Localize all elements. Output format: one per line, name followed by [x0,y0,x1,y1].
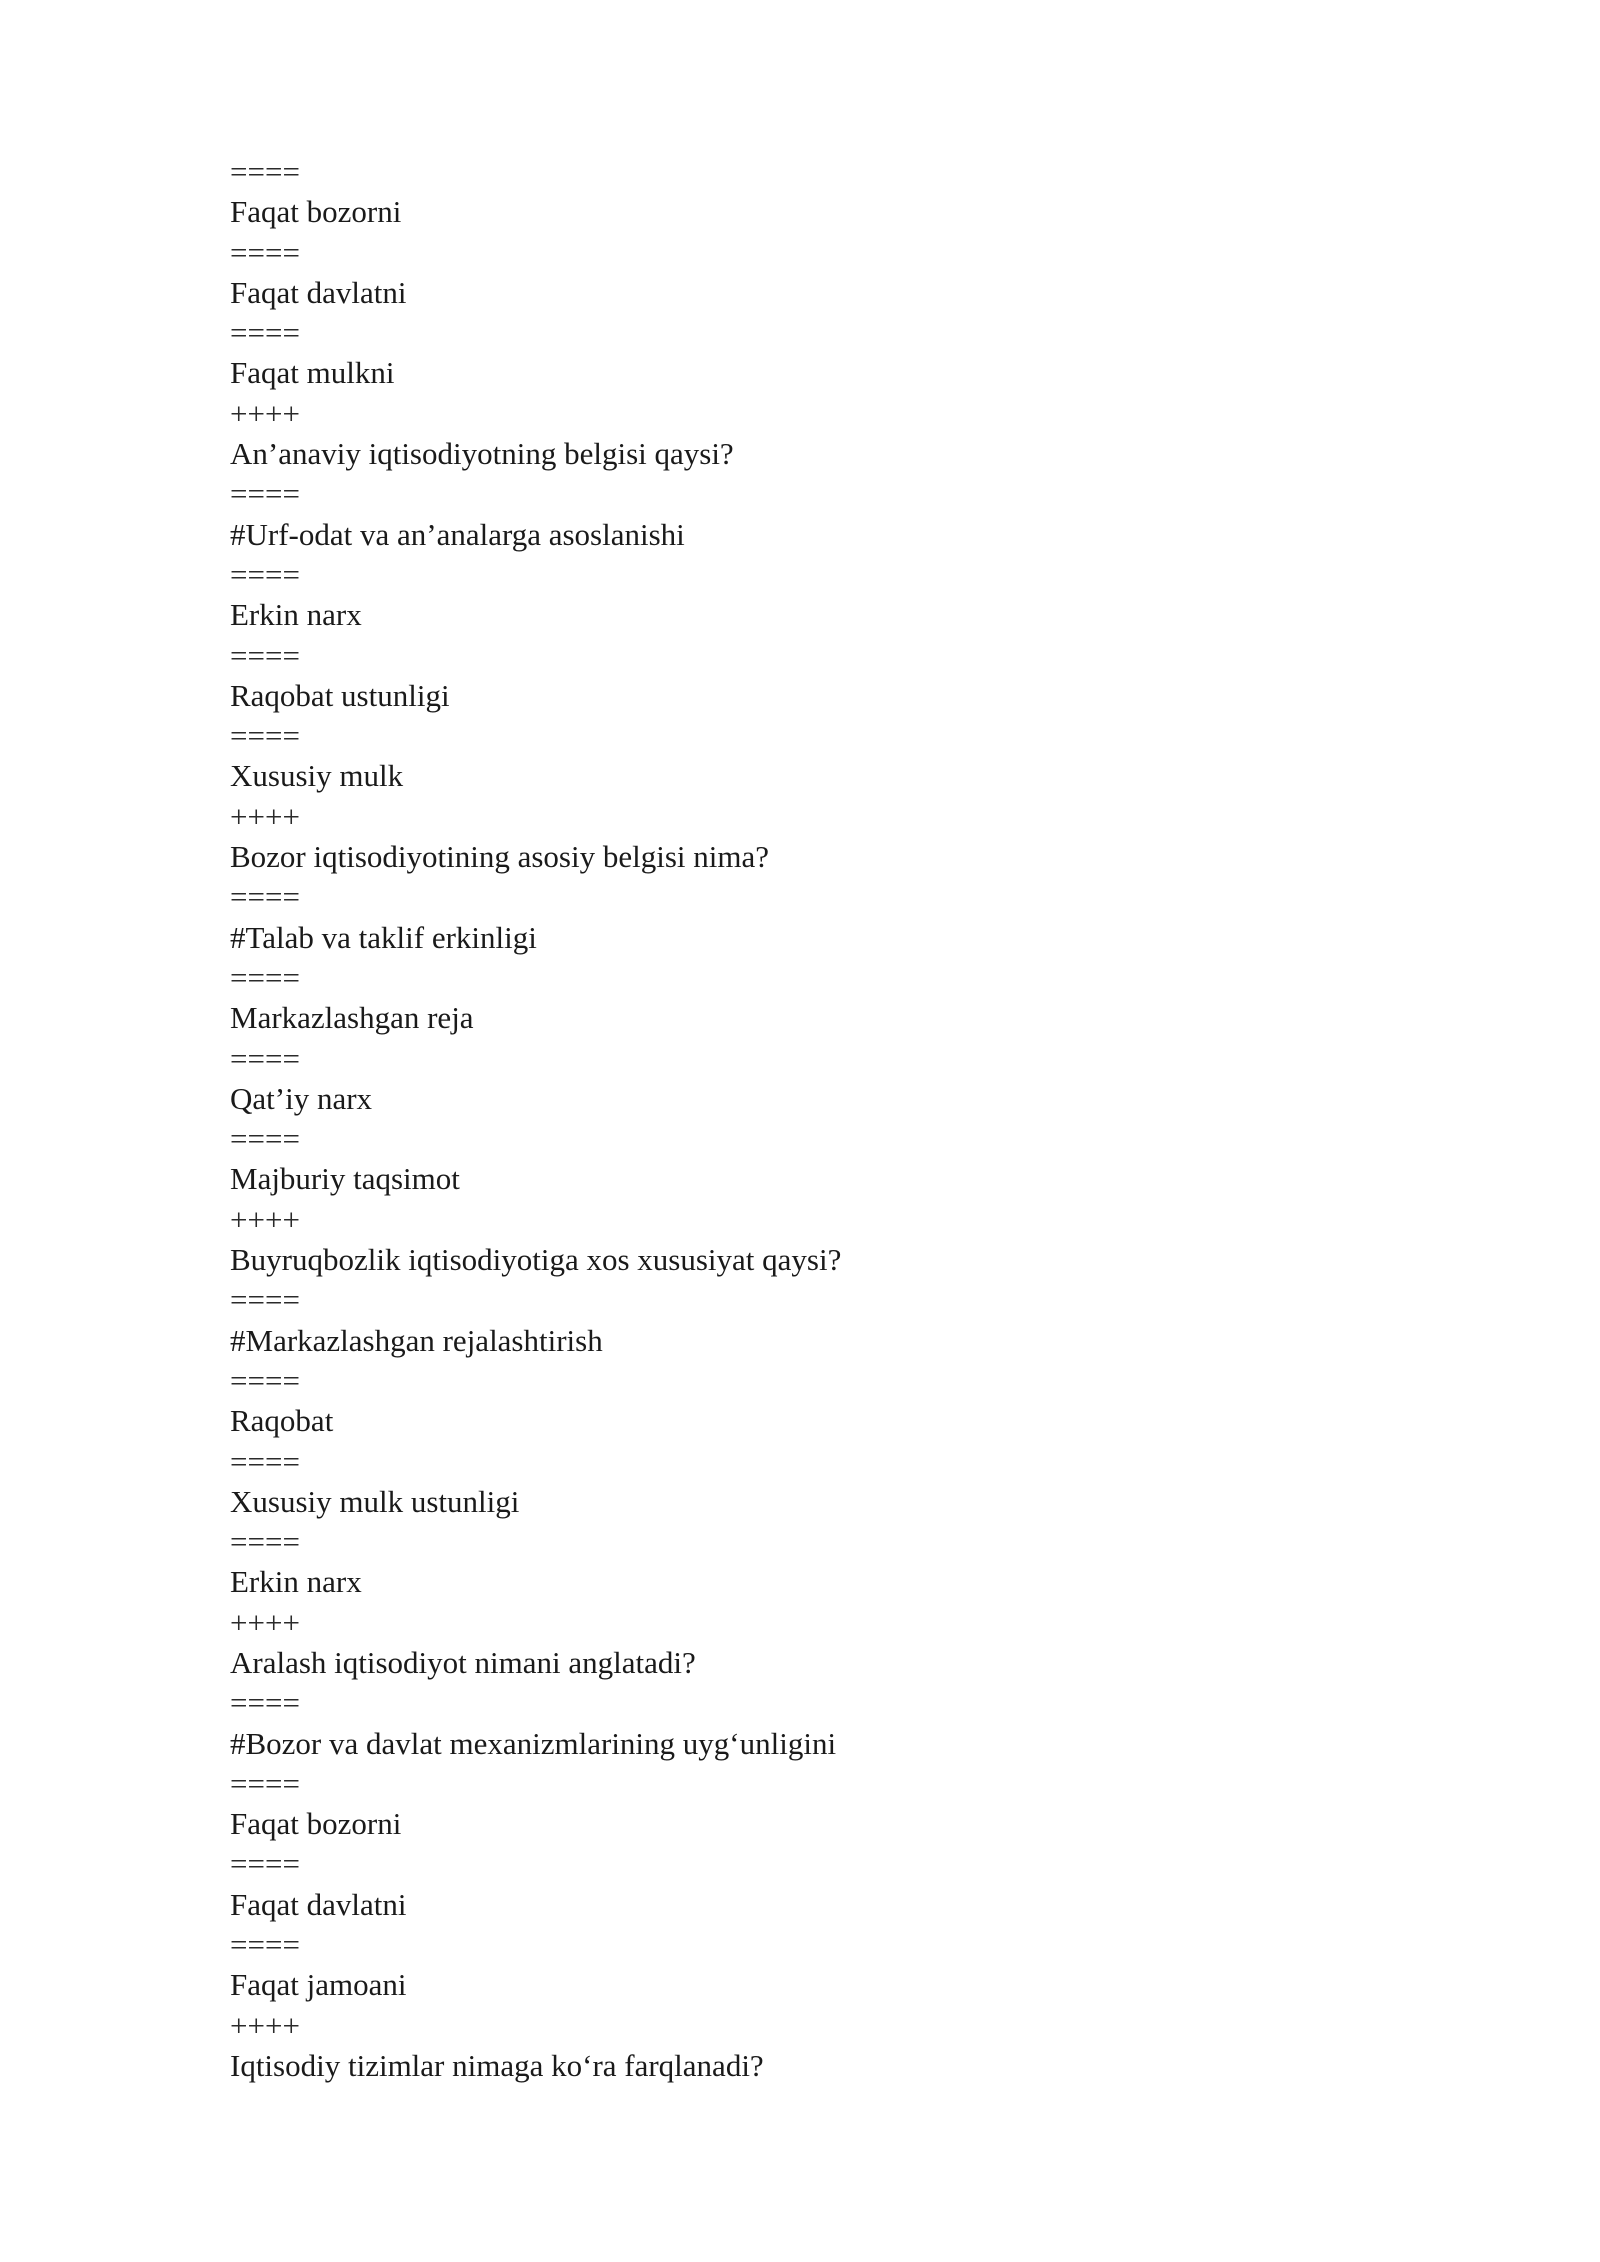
option-separator: ==== [230,556,300,592]
option-separator: ==== [230,1685,300,1721]
option-separator: ==== [230,1927,300,1963]
answer-option: Xususiy mulk ustunligi [230,1483,520,1519]
option-separator: ==== [230,718,300,754]
answer-option: Faqat jamoani [230,1967,407,2003]
question-text: Bozor iqtisodiyotining asosiy belgisi nima? [230,839,770,875]
answer-option: Majburiy taqsimot [230,1161,460,1197]
answer-option: Faqat davlatni [230,1886,407,1922]
correct-answer-option: #Talab va taklif erkinligi [230,919,537,955]
answer-option: Faqat davlatni [230,274,407,310]
option-separator: ==== [230,1121,300,1157]
option-separator: ==== [230,637,300,673]
option-separator: ==== [230,315,300,351]
option-separator: ==== [230,1282,300,1318]
answer-option: Erkin narx [230,597,362,633]
option-separator: ==== [230,1040,300,1076]
option-separator: ==== [230,1443,300,1479]
option-separator: ==== [230,476,300,512]
question-separator: ++++ [230,798,300,834]
question-text: Aralash iqtisodiyot nimani anglatadi? [230,1644,696,1680]
option-separator: ==== [230,1362,300,1398]
answer-option: Raqobat [230,1403,334,1439]
answer-option: Faqat mulkni [230,355,395,391]
question-separator: ++++ [230,2007,300,2043]
question-text: An’anaviy iqtisodiyotning belgisi qaysi? [230,436,734,472]
question-text: Iqtisodiy tizimlar nimaga ko‘ra farqlanadi? [230,2047,764,2083]
option-separator: ==== [230,1765,300,1801]
answer-option: Erkin narx [230,1564,362,1600]
option-separator: ==== [230,1524,300,1560]
question-separator: ++++ [230,1604,300,1640]
correct-answer-option: #Markazlashgan rejalashtirish [230,1322,603,1358]
question-text: Buyruqbozlik iqtisodiyotiga xos xususiyat qaysi? [230,1242,842,1278]
option-separator: ==== [230,154,300,189]
answer-option: Qat’iy narx [230,1080,373,1116]
question-separator: ++++ [230,395,300,431]
correct-answer-option: #Urf-odat va an’analarga asoslanishi [230,516,685,552]
answer-option: Faqat bozorni [230,194,402,230]
document-body [230,152,1430,2086]
answer-option: Markazlashgan reja [230,1000,474,1036]
answer-option: Faqat bozorni [230,1806,402,1842]
option-separator: ==== [230,1846,300,1882]
option-separator: ==== [230,234,300,270]
answer-option: Xususiy mulk [230,758,404,794]
question-separator: ++++ [230,1201,300,1237]
correct-answer-option: #Bozor va davlat mexanizmlarining uyg‘unligini [230,1725,837,1761]
answer-option: Raqobat ustunligi [230,677,450,713]
option-separator: ==== [230,959,300,995]
option-separator: ==== [230,879,300,915]
